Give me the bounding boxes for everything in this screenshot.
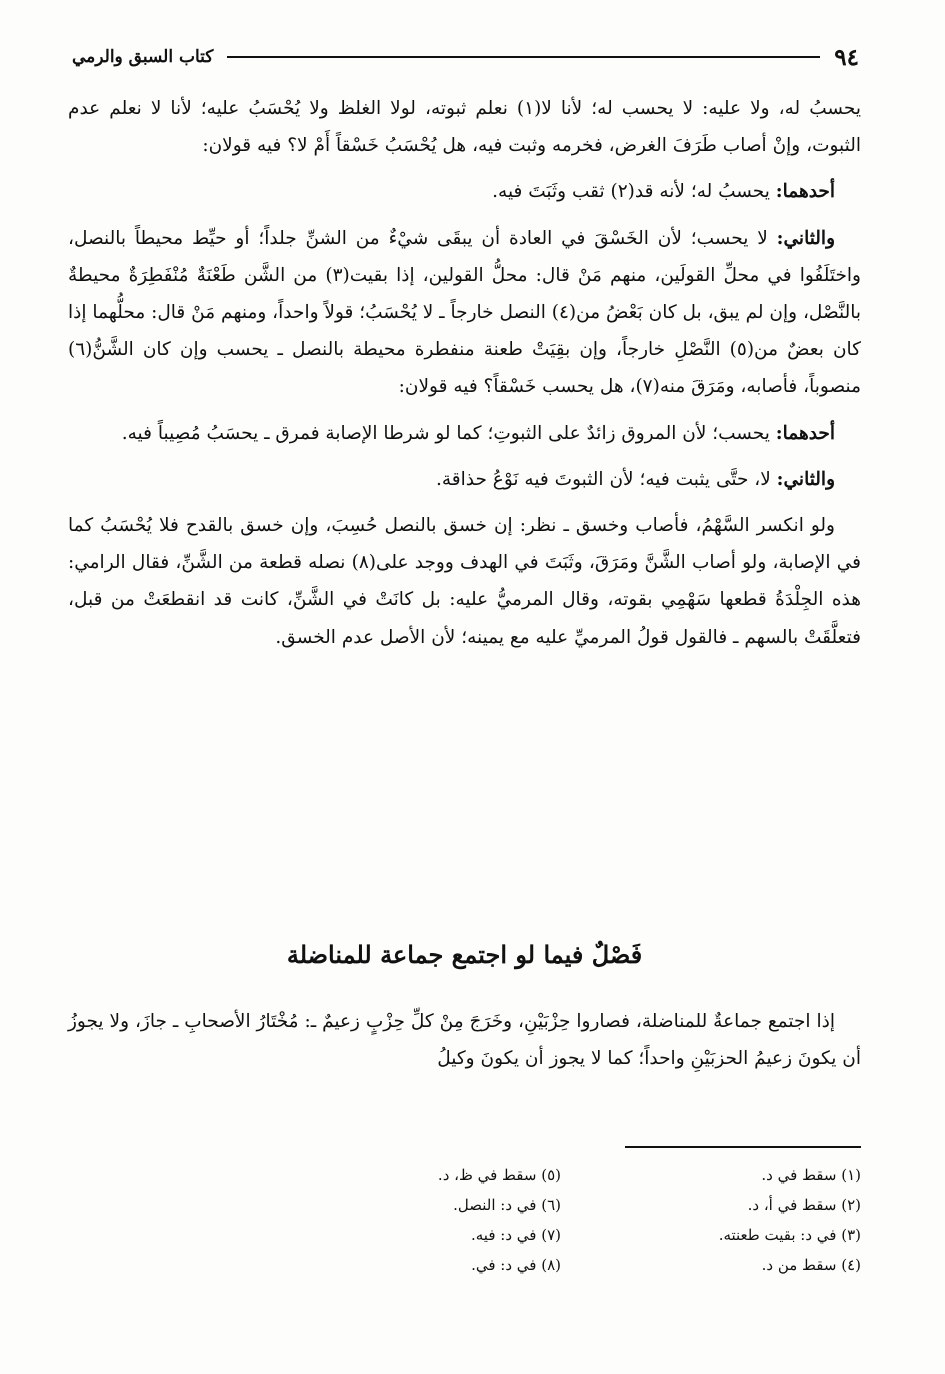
paragraph-lead: أحدهما: <box>775 422 835 444</box>
footnote: (٣) في د: بقيت طعنته. <box>718 1226 861 1244</box>
paragraph: أحدهما: يحسبُ له؛ لأنه قد(٢) ثقب وثَبَتَ فيه. <box>492 181 835 203</box>
paragraph-lead: والثاني: <box>776 468 835 490</box>
main-text <box>68 90 861 665</box>
paragraph-lead: أحدهما: <box>775 181 835 203</box>
footnote: (٢) سقط في أ، د. <box>747 1196 861 1214</box>
paragraph: ولو انكسر السَّهْمُ، فأصاب وخسق ـ نظر: إن خسق بالنصل حُسِبَ، وإن خسق بالقدح فلا يُحْسَبُ كما في الإصابة، ولو أصاب الشَّنَّ ومَرَقَ، وثَبَتَ في الهدف ووجد على(٨) نصله قطعة من الشَّنِّ، فقال الرامي: هذه الجِلْدَةُ قطعها سَهْمِي بقوته، وقال المرميُّ عليه: بل كانَتْ في الشَّنِّ، كانت قد انقطعَتْ من قبل، فتعلَّقَتْ بالسهم ـ فالقول قولُ المرميِّ عليه مع يمينه؛ لأن الأصل عدم الخسق. <box>68 515 861 648</box>
paragraph: والثاني: لا، حتَّى يثبت فيه؛ لأن الثبوتَ فيه نَوْعُ حذاقة. <box>436 468 835 490</box>
footnote: (٨) في د: في. <box>471 1256 561 1274</box>
header-rule <box>227 56 820 58</box>
section-heading: فَصْلٌ فيما لو اجتمع جماعة للمناضلة <box>286 940 643 969</box>
page-number: ٩٤ <box>834 43 859 71</box>
footnote: (٤) سقط من د. <box>761 1256 861 1274</box>
footnote-column-right <box>661 1160 861 1280</box>
paragraph: يحسبُ له، ولا عليه: لا يحسب له؛ لأنا لا(١) نعلم ثبوته، لولا الغلظ ولا يُحْسَبُ عليه؛ لأنا لا نعلم عدم الثبوت، وإنْ أصاب طَرَفَ الغرض، فخرمه وثبت فيه، هل يُحْسَبُ خَسْقاً أَمْ لا؟ فيه قولان: <box>68 98 861 157</box>
footnotes <box>341 1160 861 1310</box>
page-header <box>72 42 859 72</box>
book-title: كتاب السبق والرمي <box>72 47 214 67</box>
footnote: (١) سقط في د. <box>761 1166 861 1184</box>
paragraph: أحدهما: يحسب؛ لأن المروق زائدٌ على الثبوتِ؛ كما لو شرطا الإصابة فمرق ـ يحسَبُ مُصِيباً فيه. <box>121 422 835 444</box>
paragraph-lead: والثاني: <box>776 227 835 249</box>
section-text <box>68 1003 861 1077</box>
paragraph: إذا اجتمع جماعةٌ للمناضلة، فصاروا حِزْبَيْنِ، وخَرَجَ مِنْ كلِّ حِزْبٍ زعيمٌ ـ: مُخْتَارُ الأصحابِ ـ جازَ، ولا يجوزُ أن يكونَ زعيمُ الحزبَيْنِ واحداً؛ كما لا يجوز أن يكونَ وكيلُ <box>68 1011 861 1070</box>
footnote: (٥) سقط في ظ، د. <box>437 1166 561 1184</box>
footnote: (٦) في د: النصل. <box>453 1196 561 1214</box>
footnote-rule <box>625 1146 861 1148</box>
footnote: (٧) في د: فيه. <box>471 1226 561 1244</box>
paragraph: والثاني: لا يحسب؛ لأن الخَسْقَ في العادة أن يبقَى شيْءٌ من الشنِّ جلداً؛ أو حيِّط محيطاً بالنصل، واختَلَفُوا في محلِّ القولَين، منهم مَنْ قال: محلُّ القولين، إذا بقيت(٣) من الشَّن طَعْنَةٌ مُنْفَطِرَةٌ محيطةٌ بالنَّصْل، وإن لم يبق، بل كان بَعْضُ من(٤) النصل خارجاً ـ لا يُحْسَبُ؛ قولاً واحداً، ومنهم مَنْ قال: محلُّهما إذا كان بعضٌ من(٥) النَّصْلِ خارجاً، وإن بقِيَتْ طعنة منفطرة محيطة بالنصل ـ يحسب وإن كان الشَّنُّ(٦) منصوباً، فأصابه، ومَرَقَ منه(٧)، هل يحسب خَسْقاً؟ فيه قولان: <box>68 227 861 398</box>
footnote-column-left <box>361 1160 561 1280</box>
